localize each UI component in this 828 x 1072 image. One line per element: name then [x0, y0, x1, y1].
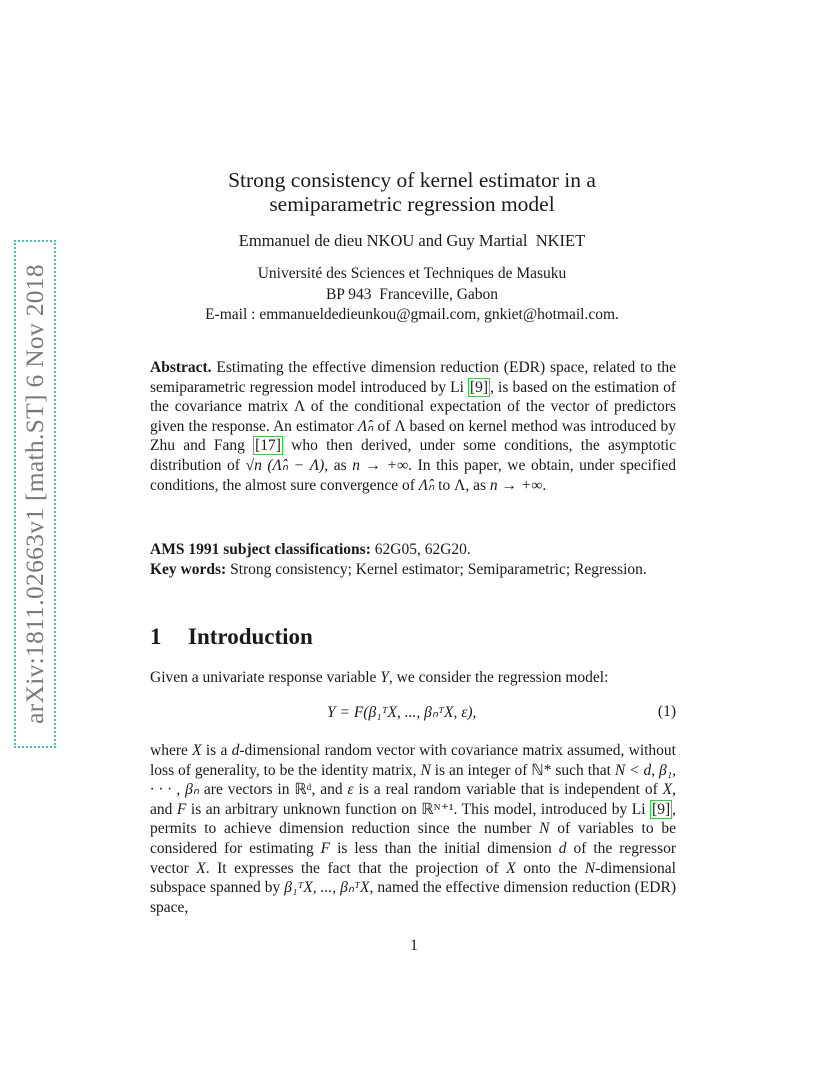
authors: Emmanuel de dieu NKOU and Guy Martial NKIET [238, 231, 586, 250]
math-variable: d [231, 742, 240, 759]
math-variable: N [420, 761, 431, 779]
paper-title [150, 168, 674, 216]
intro-text: , we consider the regression model: [388, 669, 609, 686]
math-variable: X [196, 859, 206, 877]
math-limit: n → +∞ [352, 456, 409, 474]
citation-link[interactable]: [9] [652, 800, 671, 818]
math-variable: Y [380, 669, 389, 686]
abstract-text: who then derived, under some conditions, the asymptotic distribution of [150, 437, 676, 474]
affiliation [150, 264, 674, 326]
intro-paragraph-1 [150, 668, 676, 688]
title-line-2: semiparametric regression model [269, 192, 555, 216]
key-words-value: Strong consistency; Kernel estimator; Semiparametric; Regression. [226, 560, 647, 578]
arxiv-identifier: arXiv:1811.02663v1 [math.ST] 6 Nov 2018 [20, 264, 49, 724]
affiliation-institution: Université des Sciences et Techniques de Masuku [257, 265, 567, 282]
abstract [150, 358, 676, 495]
intro-text: of the regressor vector [150, 839, 677, 877]
section-number: 1 [150, 624, 162, 649]
page-number: 1 [410, 937, 418, 954]
arxiv-identifier-stamp [14, 240, 56, 748]
classification [150, 540, 676, 579]
abstract-text: , as [324, 456, 353, 474]
math-variable: F [320, 839, 331, 857]
section-title: Introduction [188, 624, 313, 649]
abstract-text: Estimating the effective dimension reduction (EDR) space, related to the semiparametric regression model introduced by Li [150, 359, 676, 396]
ams-value: 62G05, 62G20. [370, 541, 471, 558]
math-limit: n → +∞ [489, 476, 543, 494]
intro-text: , [651, 761, 660, 779]
math-vectors: β₁, · · · , βₙ [150, 761, 677, 799]
math-variable: d [558, 839, 567, 857]
intro-text: . It expresses the fact that the projection of [205, 859, 507, 877]
math-formula: √n (Λ̂ₙ − Λ) [245, 456, 325, 474]
intro-text: , and [150, 781, 676, 818]
intro-text: Given a univariate response variable [150, 669, 381, 686]
key-words-label: Key words: [150, 560, 227, 578]
intro-text: -dimensional subspace spanned by [150, 859, 676, 897]
math-variable: ε [347, 781, 354, 799]
abstract-text: of Λ based on kernel method was introduced by Zhu and Fang [150, 417, 677, 455]
math-inequality: N < d [614, 761, 652, 779]
intro-text: is an integer of ℕ* such that [430, 761, 615, 779]
citation-link[interactable]: [9] [470, 378, 489, 396]
abstract-text: to Λ, as [434, 476, 490, 494]
abstract-text: . [542, 476, 547, 494]
citation-link[interactable]: [17] [255, 437, 281, 455]
math-estimator: Λ̂ₙ [357, 417, 374, 435]
equation-number: (1) [657, 703, 676, 720]
affiliation-address: BP 943 Franceville, Gabon [325, 285, 499, 303]
intro-text: , named the effective dimension reduction (EDR) space, [150, 879, 676, 916]
key-words [150, 560, 676, 580]
math-variable: X [192, 742, 202, 759]
section-heading [150, 624, 313, 650]
math-span: β₁ᵀX, ..., βₙᵀX [284, 879, 370, 897]
math-variable: F [176, 800, 187, 818]
ams-label: AMS 1991 subject classifications: [150, 541, 371, 558]
intro-text: are vectors in ℝᵈ, and [199, 781, 348, 799]
math-variable: N [584, 859, 596, 877]
equation-body: Y = F(β₁ᵀX, ..., βₙᵀX, ε), [327, 704, 477, 721]
intro-text: is a real random variable that is independent of [353, 781, 663, 799]
math-variable: X [506, 859, 516, 877]
intro-text: is an arbitrary unknown function on ℝᴺ⁺¹. This model, introduced by Li [186, 800, 651, 818]
intro-text: , permits to achieve dimension reduction since the number [150, 800, 676, 838]
intro-text: of variables to be considered for estimating [150, 820, 676, 857]
intro-text: is less than the initial dimension [330, 839, 559, 857]
abstract-text: . In this paper, we obtain, under specified conditions, the almost sure convergence of [150, 456, 676, 494]
math-variable: N [539, 820, 550, 838]
ams-classification [150, 540, 676, 560]
intro-text: -dimensional random vector with covariance matrix assumed, without loss of generality, to be the identity matrix, [150, 742, 676, 779]
math-estimator: Λ̂ₙ [418, 476, 435, 494]
intro-text: onto the [515, 859, 585, 877]
abstract-text: , is based on the estimation of the covariance matrix Λ of the conditional expectation of the vector of predictors given the response. An estimator [150, 378, 676, 435]
affiliation-email: E-mail : emmanueldedieunkou@gmail.com, gnkiet@hotmail.com. [205, 306, 619, 323]
intro-paragraph-2 [150, 741, 676, 917]
title-line-1: Strong consistency of kernel estimator in a [228, 168, 596, 192]
abstract-label: Abstract. [150, 359, 212, 376]
intro-text: where [150, 742, 193, 759]
intro-text: is a [201, 742, 232, 759]
math-variable: X [662, 781, 673, 799]
